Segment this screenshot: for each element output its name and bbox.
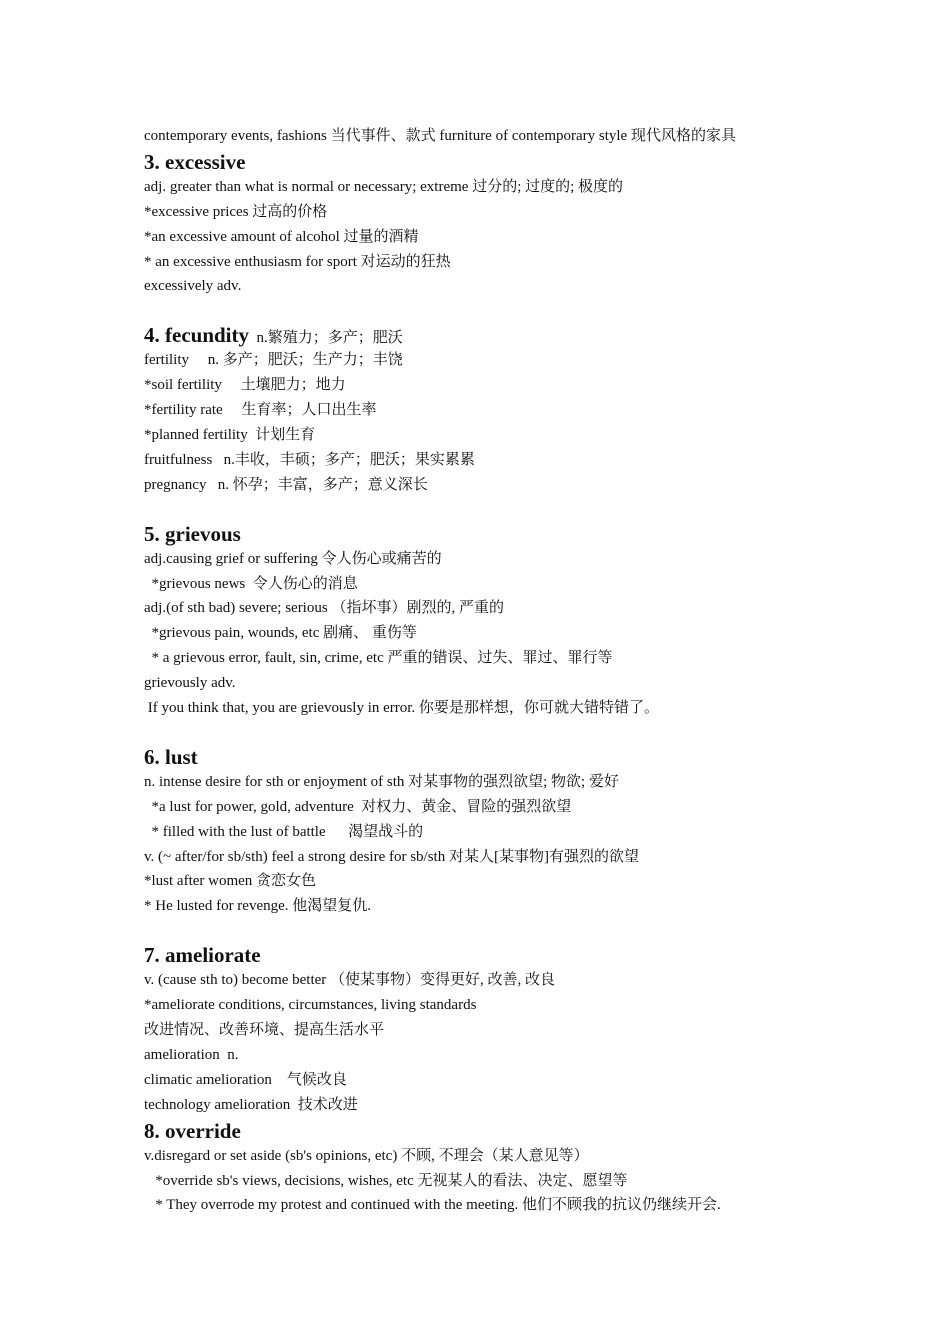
entry-lust	[144, 744, 844, 919]
entry-heading: 4. fecundity	[144, 323, 249, 348]
spacer	[144, 721, 844, 744]
related-word-line: pregnancy n. 怀孕；丰富，多产；意义深长	[144, 476, 428, 493]
example-line: *an excessive amount of alcohol 过量的酒精	[144, 228, 419, 245]
translation-line: 改进情况、改善环境、提高生活水平	[144, 1022, 385, 1039]
example-sentence: If you think that, you are grievously in error. 你要是那样想，你可就大错特错了。	[144, 700, 659, 717]
example-line: * an excessive enthusiasm for sport 对运动的狂热	[144, 253, 451, 270]
example-line: *excessive prices 过高的价格	[144, 203, 328, 220]
definition-line: v. (~ after/for sb/sth) feel a strong desire for sb/sth 对某人[某事物]有强烈的欲望	[144, 848, 639, 865]
definition-line: adj.(of sth bad) severe; serious （指坏事）剧烈的, 严重的	[144, 600, 504, 617]
example-line: *planned fertility 计划生育	[144, 427, 316, 444]
example-line: *grievous pain, wounds, etc 剧痛、 重伤等	[144, 625, 417, 642]
entry-heading: 5. grievous	[144, 521, 241, 546]
example-line: technology amelioration 技术改进	[144, 1096, 358, 1113]
entry-gloss: n.繁殖力；多产；肥沃	[249, 330, 403, 347]
example-sentence: * They overrode my protest and continued with the meeting. 他们不顾我的抗议仍继续开会.	[144, 1197, 721, 1214]
derivative-line: amelioration n.	[144, 1046, 239, 1063]
entry-heading: 6. lust	[144, 744, 198, 769]
definition-line: adj. greater than what is normal or necessary; extreme 过分的; 过度的; 极度的	[144, 178, 624, 195]
entry-heading: 7. ameliorate	[144, 943, 261, 968]
example-line: *lust after women 贪恋女色	[144, 873, 317, 890]
example-sentence: * He lusted for revenge. 他渴望复仇.	[144, 898, 372, 915]
entry-excessive	[144, 149, 844, 299]
entry-heading: 8. override	[144, 1118, 241, 1143]
definition-line: v. (cause sth to) become better （使某事物）变得更好, 改善, 改良	[144, 972, 556, 989]
example-line: *ameliorate conditions, circumstances, living standards	[144, 997, 477, 1014]
document-page	[144, 124, 844, 1218]
spacer	[144, 919, 844, 942]
example-line: * a grievous error, fault, sin, crime, etc 严重的错误、过失、罪过、罪行等	[144, 650, 613, 667]
example-line: * filled with the lust of battle 渴望战斗的	[144, 823, 424, 840]
entry-grievous	[144, 521, 844, 721]
entry-heading: 3. excessive	[144, 149, 246, 174]
example-line: *a lust for power, gold, adventure 对权力、黄金、冒险的强烈欲望	[144, 798, 572, 815]
definition-line: v.disregard or set aside (sb's opinions, etc) 不顾, 不理会（某人意见等）	[144, 1147, 589, 1164]
definition-line: adj.causing grief or suffering 令人伤心或痛苦的	[144, 550, 442, 567]
entry-override	[144, 1118, 844, 1219]
related-word-line: fruitfulness n.丰收，丰硕；多产；肥沃；果实累累	[144, 451, 475, 468]
definition-line: n. intense desire for sth or enjoyment of sth 对某事物的强烈欲望; 物欲; 爱好	[144, 773, 619, 790]
intro-line: contemporary events, fashions 当代事件、款式 furniture of contemporary style 现代风格的家具	[144, 128, 736, 144]
derivative-line: grievously adv.	[144, 675, 236, 692]
derivative-line: excessively adv.	[144, 278, 242, 295]
example-line: *grievous news 令人伤心的消息	[144, 575, 358, 592]
example-line: *override sb's views, decisions, wishes, etc 无视某人的看法、决定、愿望等	[144, 1172, 628, 1189]
spacer	[144, 299, 844, 322]
entry-heading-row	[144, 322, 844, 348]
entry-fecundity	[144, 322, 844, 497]
example-line: climatic amelioration 气候改良	[144, 1071, 347, 1088]
spacer	[144, 498, 844, 521]
example-line: *fertility rate 生育率；人口出生率	[144, 402, 377, 419]
example-line: *soil fertility 土壤肥力；地力	[144, 377, 346, 394]
entry-ameliorate	[144, 942, 844, 1117]
related-word-line: fertility n. 多产；肥沃；生产力；丰饶	[144, 352, 403, 369]
